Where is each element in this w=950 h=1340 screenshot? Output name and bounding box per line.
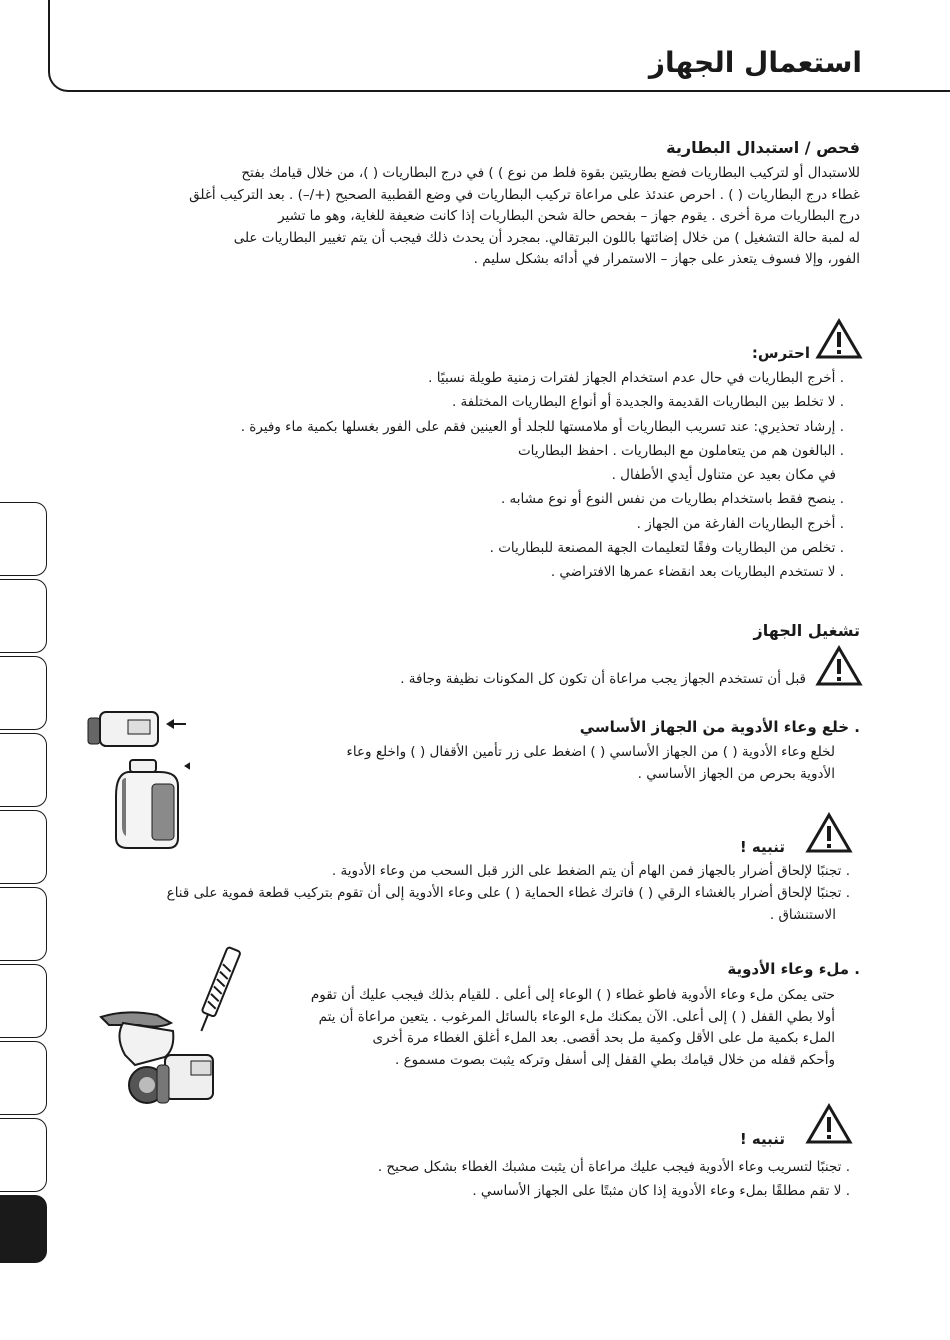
list-item: . تجنبًا لتسريب وعاء الأدوية فيجب عليك مراعاة أن يثبت مشبك الغطاء بشكل صحيح .	[377, 1159, 850, 1175]
battery-heading: فحص / استبدال البطارية	[666, 138, 860, 157]
side-tab-active[interactable]	[0, 1195, 47, 1263]
battery-body	[60, 163, 860, 271]
list-item: . لا تخلط بين البطاريات القديمة والجديدة أو أنواع البطاريات المختلفة .	[451, 394, 844, 411]
operation-heading: تشغيل الجهاز	[753, 621, 860, 640]
battery-line: غطاء درج البطاريات ( ) . احرص عندئذ على مراعاة تركيب البطاريات في وضع القطبية الصحيح (+/–) . بعد التركيب أغلق	[189, 186, 860, 203]
battery-line: الفور، وإلا فسوف يتعذر على جهاز – الاستمرار في أدائه بشكل سليم .	[473, 251, 860, 267]
notice-list	[70, 860, 850, 926]
fill-line: حتى يمكن ملء وعاء الأدوية فاطو غطاء ( ) الوعاء إلى أعلى . للقيام بذلك فيجب عليك أن تقوم	[310, 987, 835, 1003]
side-tab-2[interactable]	[0, 579, 47, 653]
list-item: . أخرج البطاريات الفارغة من الجهاز .	[636, 515, 844, 532]
list-item: . تخلص من البطاريات وفقًا لتعليمات الجهة المصنعة للبطاريات .	[489, 540, 844, 557]
side-tab-7[interactable]	[0, 964, 47, 1038]
side-tab-1[interactable]	[0, 502, 47, 576]
remove-heading: . خلع وعاء الأدوية من الجهاز الأساسي	[579, 718, 860, 736]
list-item: . تجنبًا لإلحاق أضرار بالغشاء الرقي ( ) فاترك غطاء الحماية ( ) على وعاء الأدوية إلى أن تقوم بتركيب قطعة فموية على قناع	[166, 885, 850, 901]
battery-line: له لمبة حالة التشغيل ) من خلال إضائتها باللون البرتقالي. بمجرد أن يحدث ذلك فيجب أن يتم تغيير البطاريات على	[233, 229, 860, 246]
fill-illustration	[95, 945, 245, 1115]
remove-line: الأدوية بحرص من الجهاز الأساسي .	[637, 765, 835, 782]
battery-line: درج البطاريات مرة أخرى . يقوم جهاز – بفحص حالة شحن البطاريات إذا كانت ضعيفة للغاية، وهو ما تشير	[278, 208, 860, 224]
nebulizer-illustration	[80, 706, 190, 856]
list-item: الاستنشاق .	[769, 907, 836, 923]
side-tab-9[interactable]	[0, 1118, 47, 1192]
notice-title: تنبيه !	[739, 1130, 785, 1148]
list-item: . إرشاد تحذيري: عند تسريب البطاريات أو ملامستها للجلد أو العينين فقم على الفور بغسلها بكمية ماء وفيرة .	[240, 418, 844, 435]
fill-line: وأحكم قفله من خلال قيامك بطي القفل إلى أسفل وتركه يثبت بصوت مسموع .	[395, 1051, 835, 1068]
list-item: . تجنبًا لإلحاق أضرار بالجهاز فمن الهام أن يتم الضغط على الزر قبل السحب من وعاء الأدوية .	[331, 863, 850, 879]
operation-note: قبل أن تستخدم الجهاز يجب مراعاة أن تكون كل المكونات نظيفة وجافة .	[400, 671, 806, 687]
fill-line: الملء بكمية مل على الأقل وكمية مل بحد أقصى. بعد الملء أغلق الغطاء مرة أخرى	[372, 1030, 835, 1046]
caution-list	[84, 366, 844, 585]
fill-line: أولا بطي القفل ( ) إلى أعلى. الآن يمكنك ملء الوعاء بالسائل المرغوب . يتعين مراعاة أن يتم	[318, 1008, 835, 1025]
list-item: في مكان بعيد عن متناول أيدي الأطفال .	[611, 467, 836, 484]
warning-triangle-icon	[815, 318, 863, 360]
list-item: . لا تقم مطلقًا بملء وعاء الأدوية إذا كان مثبتًا على الجهاز الأساسي .	[472, 1183, 850, 1199]
list-item: . البالغون هم من يتعاملون مع البطاريات . احفظ البطاريات	[517, 442, 844, 459]
notice-title: تنبيه !	[739, 838, 785, 856]
side-tab-6[interactable]	[0, 887, 47, 961]
list-item: . أخرج البطاريات في حال عدم استخدام الجهاز لفترات زمنية طويلة نسبيًا .	[428, 370, 844, 386]
list-item: . لا تستخدم البطاريات بعد انقضاء عمرها الافتراضي .	[550, 564, 844, 581]
side-tab-3[interactable]	[0, 656, 47, 730]
side-tab-5[interactable]	[0, 810, 47, 884]
warning-triangle-icon	[815, 645, 863, 687]
warning-triangle-icon	[805, 812, 853, 854]
list-item: . ينصح فقط باستخدام بطاريات من نفس النوع أو نوع مشابه .	[500, 491, 844, 508]
caution-title: احترس:	[751, 344, 810, 362]
warning-triangle-icon	[805, 1103, 853, 1145]
remove-body	[347, 742, 836, 785]
side-tab-4[interactable]	[0, 733, 47, 807]
battery-line: للاستبدال أو لتركيب البطاريات فضع بطاريتين بقوة فلط من نوع ) ) في درج البطاريات ( )، من خلال قيامك بفتح	[241, 165, 860, 181]
side-tab-8[interactable]	[0, 1041, 47, 1115]
notice-list	[378, 1155, 850, 1203]
page-title: استعمال الجهاز	[648, 46, 862, 79]
fill-heading: . ملء وعاء الأدوية	[727, 960, 860, 978]
remove-line: لخلع وعاء الأدوية ( ) من الجهاز الأساسي ( ) اضغط على زر تأمين الأقفال ( ) واخلع وعاء	[346, 744, 835, 760]
fill-body	[311, 985, 835, 1071]
